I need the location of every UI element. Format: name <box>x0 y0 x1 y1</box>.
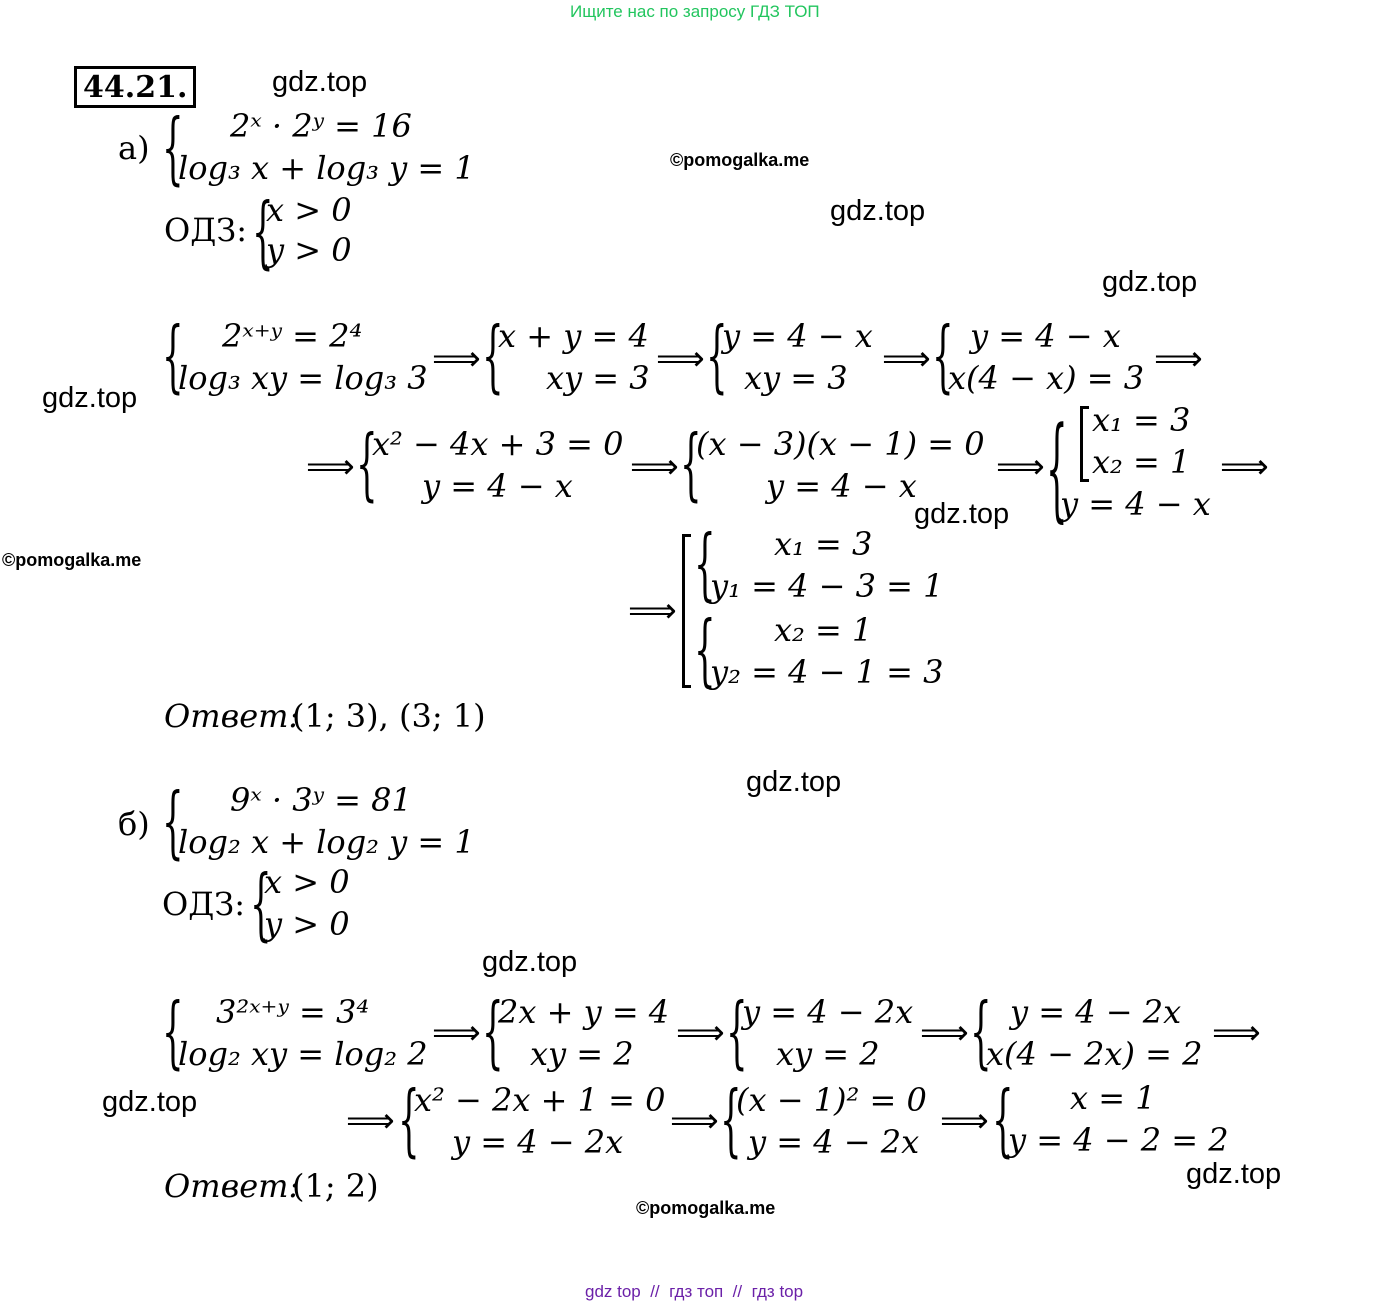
part-a-answer-label: Ответ: <box>164 697 300 735</box>
part-a-step3-line1: y = 4 − x <box>722 317 873 355</box>
part-b-system-line2: log₂ x + log₂ y = 1 <box>178 823 475 861</box>
brace: { <box>162 987 184 1080</box>
part-b-step3-line1: y = 4 − 2x <box>742 993 914 1031</box>
part-a-step1-line2: log₃ xy = log₃ 3 <box>178 359 428 397</box>
part-b-step4-line2: x(4 − 2x) = 2 <box>986 1035 1203 1073</box>
part-b-step3-line2: xy = 2 <box>776 1035 880 1073</box>
part-a-answer: (1; 3), (3; 1) <box>292 697 486 735</box>
implies-arrow: ⟹ <box>882 339 931 379</box>
brace: { <box>482 311 504 404</box>
part-b-odz-line1: x > 0 <box>264 863 350 901</box>
brace: { <box>250 859 272 952</box>
brace: { <box>162 103 184 196</box>
part-a-step7-line3: y = 4 − x <box>1060 485 1211 523</box>
part-b-system-line1: 9ˣ · 3ʸ = 81 <box>230 781 412 819</box>
part-b-step6-line1: (x − 1)² = 0 <box>736 1081 927 1119</box>
top-banner: Ищите нас по запросу ГДЗ ТОП <box>570 2 820 21</box>
part-a-step7-line2: x₂ = 1 <box>1092 443 1191 481</box>
brace: { <box>356 419 378 512</box>
part-b-step4-line1: y = 4 − 2x <box>1010 993 1182 1031</box>
part-b-step2-line2: xy = 2 <box>530 1035 634 1073</box>
brace: { <box>162 311 184 404</box>
watermark-pomogalka: ©pomogalka.me <box>636 1198 776 1218</box>
implies-arrow: ⟹ <box>346 1101 395 1141</box>
part-a-system-line1: 2ˣ · 2ʸ = 16 <box>230 107 412 145</box>
implies-arrow: ⟹ <box>630 447 679 487</box>
watermark-gdz: gdz.top <box>746 766 842 798</box>
brace: { <box>398 1075 420 1168</box>
part-a-step3-line2: xy = 3 <box>744 359 848 397</box>
bracket <box>1080 406 1089 482</box>
implies-arrow: ⟹ <box>920 1013 969 1053</box>
brace: { <box>482 987 504 1080</box>
watermark-gdz: gdz.top <box>42 382 138 414</box>
part-a-step6-line1: (x − 3)(x − 1) = 0 <box>696 425 985 463</box>
part-a-step2-line2: xy = 3 <box>546 359 650 397</box>
part-b-step7-line1: x = 1 <box>1070 1079 1156 1117</box>
implies-arrow: ⟹ <box>676 1013 725 1053</box>
implies-arrow: ⟹ <box>1212 1013 1261 1053</box>
part-b-step5-line1: x² − 2x + 1 = 0 <box>414 1081 666 1119</box>
brace: { <box>970 987 992 1080</box>
watermark-gdz: gdz.top <box>1102 266 1198 298</box>
brace: { <box>992 1075 1014 1168</box>
part-a-step4-line1: y = 4 − x <box>970 317 1121 355</box>
part-a-step5-line2: y = 4 − x <box>422 467 573 505</box>
implies-arrow: ⟹ <box>432 1013 481 1053</box>
task-number: 44.21. <box>74 66 196 108</box>
part-b-step7-line2: y = 4 − 2 = 2 <box>1008 1121 1229 1159</box>
part-a-step8-line1: x₁ = 3 <box>774 525 873 563</box>
implies-arrow: ⟹ <box>940 1101 989 1141</box>
part-b-step2-line1: 2x + y = 4 <box>498 993 670 1031</box>
brace: { <box>932 311 954 404</box>
part-b-answer-label: Ответ: <box>164 1167 300 1205</box>
brace: { <box>694 519 716 612</box>
part-a-step6-line2: y = 4 − x <box>766 467 917 505</box>
implies-arrow: ⟹ <box>996 447 1045 487</box>
part-a-step5-line1: x² − 4x + 3 = 0 <box>372 425 624 463</box>
watermark-gdz: gdz.top <box>830 195 926 227</box>
brace: { <box>252 187 274 280</box>
part-b-step1-line1: 3²ˣ⁺ʸ = 3⁴ <box>216 993 370 1031</box>
part-a-step8-line2: y₁ = 4 − 3 = 1 <box>710 567 944 605</box>
part-b-answer: (1; 2) <box>292 1167 379 1205</box>
watermark-gdz: gdz.top <box>914 498 1010 530</box>
part-b-odz-line2: y > 0 <box>264 905 350 943</box>
part-a-odz-label: ОДЗ: <box>164 211 247 249</box>
part-a-step8-line3: x₂ = 1 <box>774 611 873 649</box>
implies-arrow: ⟹ <box>1154 339 1203 379</box>
watermark-gdz: gdz.top <box>1186 1158 1282 1190</box>
part-b-step6-line2: y = 4 − 2x <box>748 1123 920 1161</box>
brace: { <box>720 1075 742 1168</box>
brace: { <box>726 987 748 1080</box>
part-a-step1-line1: 2ˣ⁺ʸ = 2⁴ <box>222 317 363 355</box>
brace: { <box>680 419 702 512</box>
part-a-label: а) <box>118 129 150 167</box>
part-b-step1-line2: log₂ xy = log₂ 2 <box>178 1035 428 1073</box>
implies-arrow: ⟹ <box>670 1101 719 1141</box>
watermark-gdz: gdz.top <box>102 1086 198 1118</box>
watermark-pomogalka: ©pomogalka.me <box>670 150 810 170</box>
part-a-step7-line1: x₁ = 3 <box>1092 401 1191 439</box>
footer-links[interactable]: gdz top // гдз топ // гдз top <box>585 1282 804 1301</box>
part-b-step5-line2: y = 4 − 2x <box>452 1123 624 1161</box>
implies-arrow: ⟹ <box>432 339 481 379</box>
brace: { <box>706 311 728 404</box>
part-a-odz-line2: y > 0 <box>266 231 352 269</box>
part-a-step4-line2: x(4 − x) = 3 <box>948 359 1145 397</box>
part-a-step8-line4: y₂ = 4 − 1 = 3 <box>710 653 944 691</box>
bracket <box>682 534 691 688</box>
brace: { <box>694 605 716 698</box>
part-b-odz-label: ОДЗ: <box>162 885 245 923</box>
part-a-odz-line1: x > 0 <box>266 191 352 229</box>
implies-arrow: ⟹ <box>628 591 677 631</box>
watermark-gdz: gdz.top <box>482 946 578 978</box>
implies-arrow: ⟹ <box>656 339 705 379</box>
watermark-pomogalka: ©pomogalka.me <box>2 550 142 570</box>
part-a-system-line2: log₃ x + log₃ y = 1 <box>178 149 475 187</box>
part-a-step2-line1: x + y = 4 <box>498 317 649 355</box>
brace: { <box>1046 404 1068 537</box>
part-b-label: б) <box>118 805 150 843</box>
watermark-gdz: gdz.top <box>272 66 368 98</box>
implies-arrow: ⟹ <box>306 447 355 487</box>
implies-arrow: ⟹ <box>1220 447 1269 487</box>
brace: { <box>162 777 184 870</box>
